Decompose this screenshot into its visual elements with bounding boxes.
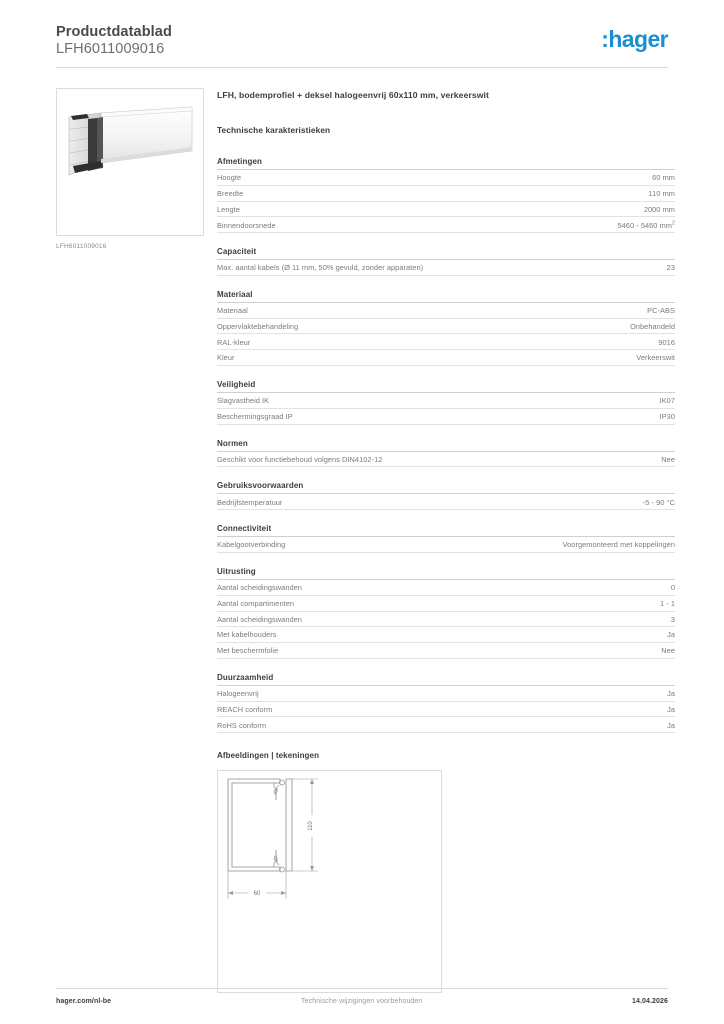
main-content <box>217 90 675 993</box>
product-figure <box>56 88 204 250</box>
spec-row <box>217 319 675 335</box>
spec-section-title: Connectiviteit <box>217 524 675 537</box>
spec-label: Bedrijfstemperatuur <box>217 497 283 507</box>
spec-row <box>217 686 675 702</box>
spec-row <box>217 452 675 468</box>
spec-value <box>634 205 675 214</box>
spec-label: Aantal scheidingswanden <box>217 614 302 624</box>
spec-row <box>217 494 675 510</box>
spec-row <box>217 643 675 659</box>
spec-value-text: Ja <box>667 630 675 640</box>
spec-section-title: Duurzaamheid <box>217 673 675 686</box>
spec-section <box>217 481 675 510</box>
spec-value-text: IP30 <box>659 412 675 421</box>
dimension-width-label: 60 <box>253 891 261 898</box>
footer-disclaimer: Technische wijzigingen voorbehouden <box>301 998 423 1005</box>
product-reference: LFH6011009016 <box>56 41 165 57</box>
technical-drawing-frame <box>217 770 442 993</box>
product-description: LFH, bodemprofiel + deksel halogeenvrij 60x110 mm, verkeerswit <box>217 90 490 100</box>
spec-value <box>650 396 675 405</box>
spec-value <box>553 540 675 549</box>
spec-label: Met beschermfolie <box>217 646 279 656</box>
page-header <box>56 24 668 68</box>
footer-website[interactable]: hager.com/nl-be <box>56 998 112 1005</box>
cable-trunking-photo-icon <box>57 89 203 235</box>
spec-label: REACH conform <box>217 704 273 714</box>
spec-label: Halogeenvrij <box>217 689 259 699</box>
spec-row <box>217 393 675 409</box>
spec-value <box>650 599 675 608</box>
spec-value-text: Nee <box>661 454 675 464</box>
spec-label: Aantal compartimenten <box>217 598 295 608</box>
spec-label: Slagvastheid IK <box>217 396 270 406</box>
spec-section-title: Veiligheid <box>217 380 675 393</box>
spec-value-text: 3 <box>670 614 675 624</box>
cross-section-drawing <box>218 771 441 992</box>
spec-label: Kleur <box>217 353 235 363</box>
spec-section-title: Afmetingen <box>217 157 675 170</box>
spec-row <box>217 409 675 425</box>
spec-row <box>217 186 675 202</box>
spec-value-text: 1 - 1 <box>659 598 675 608</box>
product-image-caption: LFH6011009016 <box>56 243 107 250</box>
spec-label: Beschermingsgraad IP <box>217 412 293 421</box>
hager-logo: :hager <box>601 26 668 52</box>
spec-section <box>217 380 675 425</box>
spec-value-text: -5 - 90 °C <box>642 497 675 507</box>
spec-section-title: Capaciteit <box>217 247 675 260</box>
spec-row <box>217 334 675 350</box>
product-image-frame <box>56 88 204 236</box>
spec-section <box>217 247 675 276</box>
spec-label: Breedte <box>217 188 244 198</box>
footer-date: 14.04.2026 <box>631 998 668 1005</box>
spec-value <box>620 322 675 331</box>
spec-value <box>650 412 675 421</box>
spec-section <box>217 673 675 733</box>
spec-value <box>657 630 675 639</box>
spec-value <box>657 705 675 714</box>
spec-value-text: 5460 - 5460 mm <box>617 220 672 230</box>
spec-label: RAL-kleur <box>217 337 251 347</box>
spec-value-text: 60 mm <box>652 173 675 183</box>
spec-value-text: Ja <box>667 689 675 699</box>
spec-row <box>217 202 675 218</box>
spec-label: Max. aantal kabels (Ø 11 mm, 50% gevuld, zonder apparaten) <box>217 263 424 273</box>
header-divider <box>56 67 668 68</box>
spec-section-title: Uitrusting <box>217 567 675 580</box>
spec-row <box>217 537 675 553</box>
page-title: Productdatablad <box>56 24 172 40</box>
spec-value-text: 110 mm <box>648 188 675 198</box>
spec-value-text: IK07 <box>659 396 675 406</box>
spec-value-text: PC-ABS <box>647 306 675 316</box>
spec-section-title: Gebruiksvoorwaarden <box>217 481 675 494</box>
spec-value <box>657 721 675 730</box>
spec-row <box>217 627 675 643</box>
spec-label: Lengte <box>217 204 240 214</box>
spec-value-text: Voorgemonteerd met koppelingen <box>562 540 675 550</box>
footer-divider <box>56 988 668 989</box>
spec-label: Kabelgootverbinding <box>217 540 286 550</box>
spec-value <box>651 646 675 655</box>
spec-value <box>651 455 675 464</box>
spec-label: Met kabelhouders <box>217 630 277 640</box>
dimension-height-label: 110 <box>308 821 314 831</box>
spec-value <box>639 189 675 198</box>
spec-value <box>657 689 675 698</box>
spec-section-title: Materiaal <box>217 290 675 303</box>
spec-row <box>217 612 675 628</box>
spec-value <box>657 263 675 272</box>
spec-row <box>217 702 675 718</box>
spec-label: RoHS conform <box>217 720 267 730</box>
spec-label: Binnendoorsnede <box>217 220 276 230</box>
spec-value <box>642 173 675 182</box>
spec-value-text: 0 <box>670 583 675 593</box>
spec-section <box>217 290 675 366</box>
spec-sections <box>217 157 675 733</box>
spec-value-text: Nee <box>661 646 675 656</box>
spec-value-text: Ja <box>667 704 675 714</box>
spec-section <box>217 524 675 553</box>
spec-label: Oppervlaktebehandeling <box>217 321 299 331</box>
spec-value-text: Ja <box>667 720 675 730</box>
spec-value <box>661 615 675 624</box>
spec-value-text: 2000 mm <box>643 204 675 214</box>
spec-value-text: Verkeerswit <box>636 353 675 363</box>
drawings-heading: Afbeeldingen | tekeningen <box>217 751 320 761</box>
page-footer <box>56 998 668 1005</box>
spec-value <box>648 338 675 347</box>
spec-value <box>633 498 675 507</box>
spec-row <box>217 303 675 319</box>
spec-row <box>217 717 675 733</box>
spec-value-text: Onbehandeld <box>630 321 675 331</box>
spec-value <box>626 353 675 362</box>
technical-characteristics-heading: Technische karakteristieken <box>217 125 331 135</box>
spec-label: Materiaal <box>217 306 248 316</box>
spec-value-text: 23 <box>666 263 675 273</box>
spec-value <box>607 221 675 230</box>
spec-section <box>217 439 675 468</box>
spec-row <box>217 260 675 276</box>
spec-label: Geschikt voor functiebehoud volgens DIN4102-12 <box>217 454 383 464</box>
spec-row <box>217 580 675 596</box>
spec-row <box>217 350 675 366</box>
spec-value-text: 9016 <box>658 337 675 347</box>
spec-section <box>217 157 675 233</box>
spec-row <box>217 217 675 233</box>
spec-label: Hoogte <box>217 173 242 183</box>
spec-value-superscript: 2 <box>672 220 675 227</box>
header-titles <box>56 24 172 58</box>
spec-label: Aantal scheidingswanden <box>217 583 302 593</box>
spec-section <box>217 567 675 659</box>
spec-row <box>217 596 675 612</box>
spec-value <box>661 583 675 592</box>
spec-row <box>217 170 675 186</box>
spec-value <box>637 306 675 315</box>
spec-section-title: Normen <box>217 439 675 452</box>
